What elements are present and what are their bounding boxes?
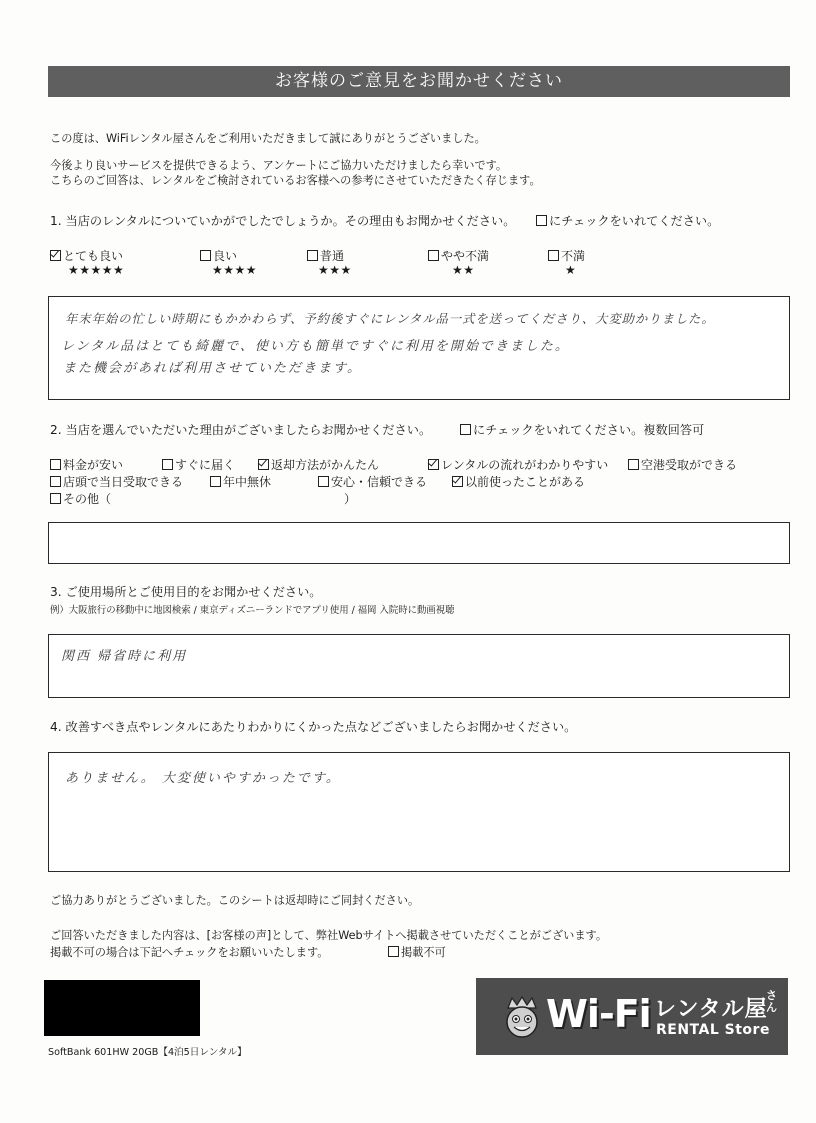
q2-answer-box[interactable] [48, 522, 790, 564]
q1-stars-4: ★★★★ [212, 263, 258, 277]
option-label: すぐに届く [175, 458, 236, 472]
q2-option-other[interactable] [50, 490, 111, 507]
option-label: 安心・信頼できる [331, 475, 428, 489]
q2-question: 2. 当店を選んでいただいた理由がございましたらお聞かせください。 [50, 423, 432, 437]
logo-wifi-text: Wi-Fi [546, 992, 651, 1036]
q3-answer-box[interactable] [48, 634, 790, 698]
q1-stars-2: ★★ [452, 263, 475, 277]
q3-question: 3. ご使用場所とご使用目的をお聞かせください。 [50, 585, 322, 599]
q4-answer: ありません。 大変使いやすかったです。 [65, 771, 341, 786]
intro-line-3: こちらのご回答は、レンタルをご検討されているお客様への参考にさせていただきたく存じます。 [50, 174, 541, 187]
option-label: 以前使ったことがある [465, 475, 586, 489]
option-label: レンタルの流れがわかりやすい [441, 458, 609, 472]
q2-option-clear-flow[interactable] [428, 456, 608, 473]
intro-line-2: 今後より良いサービスを提供できるよう、アンケートにご協力いただけましたら幸いです。 [50, 159, 508, 172]
q2-option-airport-pickup[interactable] [628, 456, 737, 473]
logo-en-text: RENTAL Store [656, 1022, 770, 1038]
option-label: 料金が安い [63, 458, 124, 472]
checkbox-icon[interactable] [200, 250, 211, 261]
option-label: とても良い [63, 249, 124, 263]
closing-optout-instruction: 掲載不可の場合は下記へチェックをお願いいたします。 [50, 946, 329, 959]
option-label: 年中無休 [223, 475, 272, 489]
q1-option-somewhat-unsatisfied[interactable] [428, 247, 489, 264]
option-label: 良い [213, 249, 238, 263]
q1-option-normal[interactable] [307, 247, 344, 264]
q1-stars-5: ★★★★★ [68, 263, 125, 277]
q2-option-easy-return[interactable] [258, 456, 379, 473]
checkbox-checked-icon[interactable] [428, 459, 439, 470]
q2-instruction-text: にチェックをいれてください。複数回答可 [473, 423, 705, 437]
redacted-block [44, 980, 200, 1036]
q2-option-cheap[interactable] [50, 456, 123, 473]
closing-publish-notice: ご回答いただきました内容は、[お客様の声]として、弊社Webサイトへ掲載させていただくことがございます。 [50, 929, 608, 942]
option-label: 不満 [561, 249, 586, 263]
checkbox-icon[interactable] [628, 459, 639, 470]
checkbox-checked-icon[interactable] [50, 250, 61, 261]
option-label: 普通 [320, 249, 345, 263]
checkbox-icon[interactable] [50, 476, 61, 487]
mascot-icon [500, 996, 544, 1040]
checkbox-icon[interactable] [428, 250, 439, 261]
q4-question: 4. 改善すべき点やレンタルにあたりわかりにくかった点などございましたらお聞かせください。 [50, 720, 577, 734]
rental-info: SoftBank 601HW 20GB【4泊5日レンタル】 [48, 1047, 247, 1058]
checkbox-legend-icon [460, 424, 471, 435]
q1-answer-line-1: 年末年始の忙しい時期にもかかわらず、予約後すぐにレンタル品一式を送ってくださり、大変助かりました。 [65, 312, 715, 326]
q3-example: 例）大阪旅行の移動中に地図検索 / 東京ディズニーランドでアプリ使用 / 福岡 入院時に動画視聴 [50, 605, 455, 616]
checkbox-icon[interactable] [318, 476, 329, 487]
q2-other-close-paren: ） [344, 492, 357, 506]
q2-option-fast-delivery[interactable] [162, 456, 235, 473]
q2-option-open-all-year[interactable] [210, 473, 271, 490]
q1-answer-line-2: レンタル品はとても綺麗で、使い方も簡単ですぐに利用を開始できました。 [61, 339, 570, 354]
logo-jp-text: レンタル屋 [654, 997, 768, 1022]
header-bar [48, 66, 790, 97]
checkbox-icon[interactable] [50, 493, 61, 504]
q2-instruction [460, 421, 704, 438]
option-label: 返却方法がかんたん [271, 458, 380, 472]
q1-instruction-text: にチェックをいれてください。 [549, 214, 720, 228]
checkbox-icon[interactable] [548, 250, 559, 261]
q1-instruction [536, 212, 719, 229]
checkbox-icon[interactable] [388, 946, 399, 957]
optout-label: 掲載不可 [401, 946, 446, 959]
q2-option-used-before[interactable] [452, 473, 585, 490]
q3-answer: 関西 帰省時に利用 [61, 649, 188, 664]
q1-stars-3: ★★★ [318, 263, 352, 277]
checkbox-checked-icon[interactable] [452, 476, 463, 487]
company-logo [476, 978, 788, 1055]
q2-option-store-pickup[interactable] [50, 473, 183, 490]
option-label: その他（ [63, 492, 112, 506]
q1-question: 1. 当店のレンタルについていかがでしたでしょうか。その理由もお聞かせください。 [50, 214, 516, 228]
closing-thanks: ご協力ありがとうございました。このシートは返却時にご同封ください。 [50, 894, 420, 907]
q1-option-very-good[interactable] [50, 247, 123, 264]
q1-answer-line-3: また機会があれば利用させていただきます。 [63, 361, 362, 376]
page-title: お客様のご意見をお聞かせください [275, 71, 563, 91]
checkbox-checked-icon[interactable] [258, 459, 269, 470]
optout-checkbox[interactable] [388, 944, 446, 960]
checkbox-icon[interactable] [50, 459, 61, 470]
intro-line-1: この度は、WiFiレンタル屋さんをご利用いただきまして誠にありがとうございました。 [50, 132, 486, 145]
q1-option-unsatisfied[interactable] [548, 247, 585, 264]
checkbox-icon[interactable] [210, 476, 221, 487]
checkbox-legend-icon [536, 215, 547, 226]
logo-san-text: さん [766, 989, 777, 1014]
q1-answer-box[interactable] [48, 296, 790, 400]
q4-answer-box[interactable] [48, 752, 790, 872]
option-label: 空港受取ができる [641, 458, 738, 472]
q1-stars-1: ★ [565, 263, 577, 277]
q1-option-good[interactable] [200, 247, 237, 264]
option-label: 店頭で当日受取できる [63, 475, 184, 489]
checkbox-icon[interactable] [307, 250, 318, 261]
q2-option-reliable[interactable] [318, 473, 427, 490]
checkbox-icon[interactable] [162, 459, 173, 470]
option-label: やや不満 [441, 249, 490, 263]
